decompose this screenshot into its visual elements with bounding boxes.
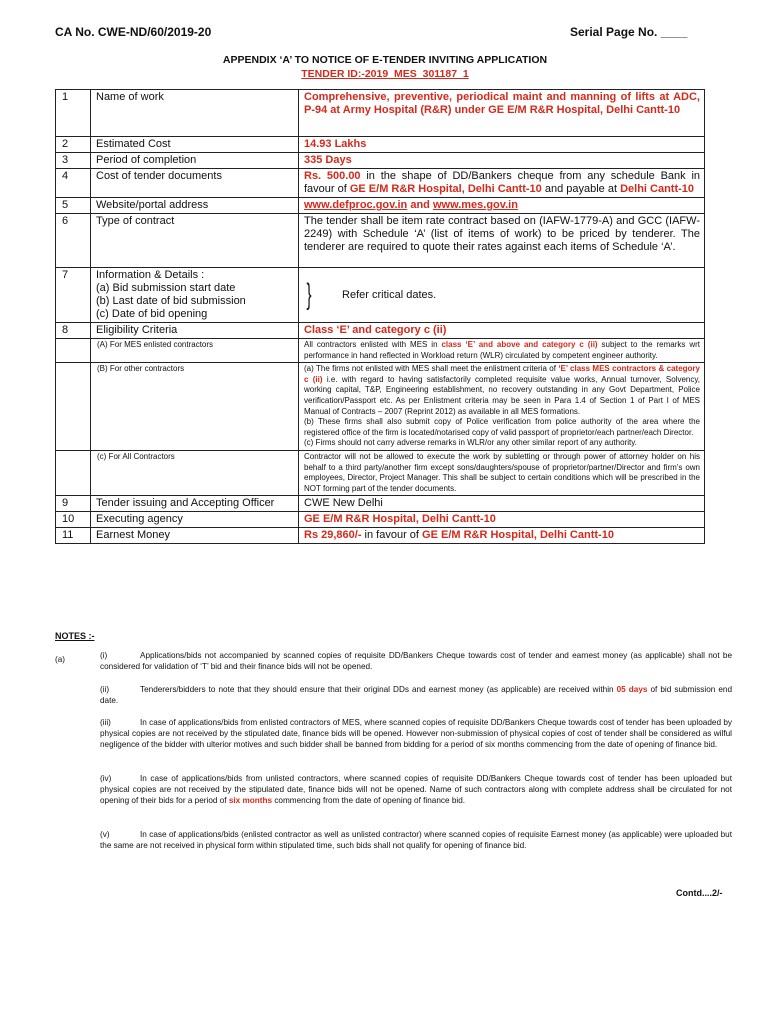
serial-page-number: Serial Page No. ____ — [570, 25, 688, 39]
row-label: Estimated Cost — [91, 137, 299, 153]
all-contractors-text: Contractor will not be allowed to execute the work by subletting or through power of attorney holder on his behalf to a third party/another firm except sons/daughters/spouse of proprietor/partner/Director and firm’s own employees, Director, Project Manager. This shall be subject to certain conditions which will be prescribed in the NOT forming part of the tender documents. — [299, 450, 705, 495]
tender-document-cost-value: Rs. 500.00 in the shape of DD/Bankers cheque from any schedule Bank in favour of GE E/M R&R Hospital, Delhi Cantt-10 and payable at Delhi Cantt-10 — [299, 169, 705, 198]
row-number: 1 — [56, 90, 91, 137]
row-number: 11 — [56, 528, 91, 544]
table-row — [56, 169, 705, 198]
mes-enlisted-text: All contractors enlisted with MES in class ‘E’ and above and category c (ii) subject to the remarks wrt performance in hand reflected in Workload return (WLR) circulated by competent engineer authority. — [299, 339, 705, 363]
mes-link[interactable]: www.mes.gov.in — [432, 199, 518, 211]
row-label: Period of completion — [91, 153, 299, 169]
table-row — [56, 90, 705, 137]
note-v: (v) In case of applications/bids (enlisted contractor as well as unlisted contractor) where scanned copies of requisite Earnest money (as applicable) were uploaded but the same are not received in physical form within stipulated time, such bids shall not qualify for opening of finance bid. — [100, 830, 732, 850]
table-row — [56, 137, 705, 153]
table-row — [56, 512, 705, 528]
row-label: Eligibility Criteria — [91, 323, 299, 339]
table-row — [56, 323, 705, 339]
note-i: (i) Applications/bids not accompanied by scanned copies of requisite DD/Bankers Cheque towards cost of tender and earnest money (as applicable) shall not be considered for validation of ‘T’ bid and their finance bids will not be opened. — [100, 651, 732, 671]
appendix-title: APPENDIX ‘A’ TO NOTICE OF E-TENDER INVITING APPLICATION — [222, 54, 548, 66]
brace-icon: } — [306, 278, 312, 311]
row-number: 3 — [56, 153, 91, 169]
tender-details-table — [55, 89, 705, 544]
row-number: 10 — [56, 512, 91, 528]
row-number: 7 — [56, 268, 91, 323]
note-iii: (iii) In case of applications/bids from enlisted contractors of MES, where scanned copies of requisite DD/Bankers Cheque towards cost of tender has been uploaded by physical copies are not received by the stipulated date, finance bids will be opened. However non-submission of physical copies of cost of tender shall be considered as wilful negligence of the bidder with ulterior motives and such bidder shall be banned from bidding for a period of six months commencing from the date of opening of finance bid. — [100, 718, 732, 749]
eligibility-value: Class ‘E’ and category c (ii) — [299, 323, 705, 339]
notes-heading: NOTES :- — [55, 631, 95, 641]
row-label: Name of work — [91, 90, 299, 137]
table-row — [56, 153, 705, 169]
row-number: 2 — [56, 137, 91, 153]
mes-enlisted-label: (A) For MES enlisted contractors — [91, 339, 299, 363]
row-label: Executing agency — [91, 512, 299, 528]
table-row — [56, 339, 705, 363]
row-label: Type of contract — [91, 214, 299, 268]
row-number: 6 — [56, 214, 91, 268]
contract-type-value: The tender shall be item rate contract based on (IAFW-1779-A) and GCC (IAFW-2249) with Schedule ‘A’ (list of items of work) to be priced by tenderer. The tenderer are required to quote their rates against each items of Schedule ‘A’. — [299, 214, 705, 268]
note-iv: (iv) In case of applications/bids from unlisted contractors, where scanned copies of requisite DD/Bankers Cheque towards cost of tender has been uploaded but physical copies are not received by the stipulated date, finance bids will not be opened. Name of such contractors along with complete address shall be circulated for not opening of their bids for a period of six months commencing from the date of opening of finance bid. — [100, 774, 732, 805]
other-contractors-text: (a) The firms not enlisted with MES shall meet the enlistment criteria of ‘E’ class MES contractors & category c (ii) i.e. with regard to having satisfactorily completed requisite value works, Annual turnover, Solvency, working capital, T&P, Engineering establishment, no recovery outstanding in any Govt Department, Police verification/Passport etc. As per Enlistment criteria may be seen in Para 1.4 of Section 1 of Part I of MES Manual of Contracts – 2007 (Reprint 2012) as available in all MES formations. (b) These firms shall also submit copy of Police verification from police authority of the area where the registered office of the firm is located/notarised copy of valid passport of proprietor/each partner/each Director. (c) Firms should not carry adverse remarks in WLR/or any other similar report of any authority. — [299, 363, 705, 451]
table-row — [56, 268, 705, 323]
table-row — [56, 214, 705, 268]
critical-dates-value: } Refer critical dates. — [299, 268, 705, 323]
row-label: Website/portal address — [91, 198, 299, 214]
table-row — [56, 363, 705, 451]
website-value: www.defproc.gov.in and www.mes.gov.in — [299, 198, 705, 214]
row-number: 8 — [56, 323, 91, 339]
estimated-cost-value: 14.93 Lakhs — [299, 137, 705, 153]
row-label: Tender issuing and Accepting Officer — [91, 496, 299, 512]
all-contractors-label: (c) For All Contractors — [91, 450, 299, 495]
note-a-label: (a) — [55, 655, 66, 664]
row-label: Cost of tender documents — [91, 169, 299, 198]
row-number: 4 — [56, 169, 91, 198]
period-value: 335 Days — [299, 153, 705, 169]
defproc-link[interactable]: www.defproc.gov.in — [304, 199, 408, 211]
table-row — [56, 450, 705, 495]
table-row — [56, 496, 705, 512]
table-row — [56, 198, 705, 214]
other-contractors-label: (B) For other contractors — [91, 363, 299, 451]
name-of-work-value: Comprehensive, preventive, periodical maint and manning of lifts at ADC, P-94 at Army Hospital (R&R) under GE E/M R&R Hospital, Delhi Cantt-10 — [299, 90, 705, 137]
row-number: 9 — [56, 496, 91, 512]
note-ii: (ii) Tenderers/bidders to note that they should ensure that their original DDs and earnest money (as applicable) are received within 05 days of bid submission end date. — [100, 685, 733, 705]
row-label: Earnest Money — [91, 528, 299, 544]
tender-id: TENDER ID:-2019_MES_301187_1 — [301, 68, 469, 80]
executing-agency-value: GE E/M R&R Hospital, Delhi Cantt-10 — [299, 512, 705, 528]
accepting-officer-value: CWE New Delhi — [299, 496, 705, 512]
ca-number: CA No. CWE-ND/60/2019-20 — [55, 25, 212, 39]
earnest-money-value: Rs 29,860/- in favour of GE E/M R&R Hospital, Delhi Cantt-10 — [299, 528, 705, 544]
table-row — [56, 528, 705, 544]
row-number: 5 — [56, 198, 91, 214]
continued-marker: Contd....2/- — [676, 888, 723, 898]
row-label: Information & Details : (a) Bid submission start date (b) Last date of bid submission (c) Date of bid opening — [91, 268, 299, 323]
